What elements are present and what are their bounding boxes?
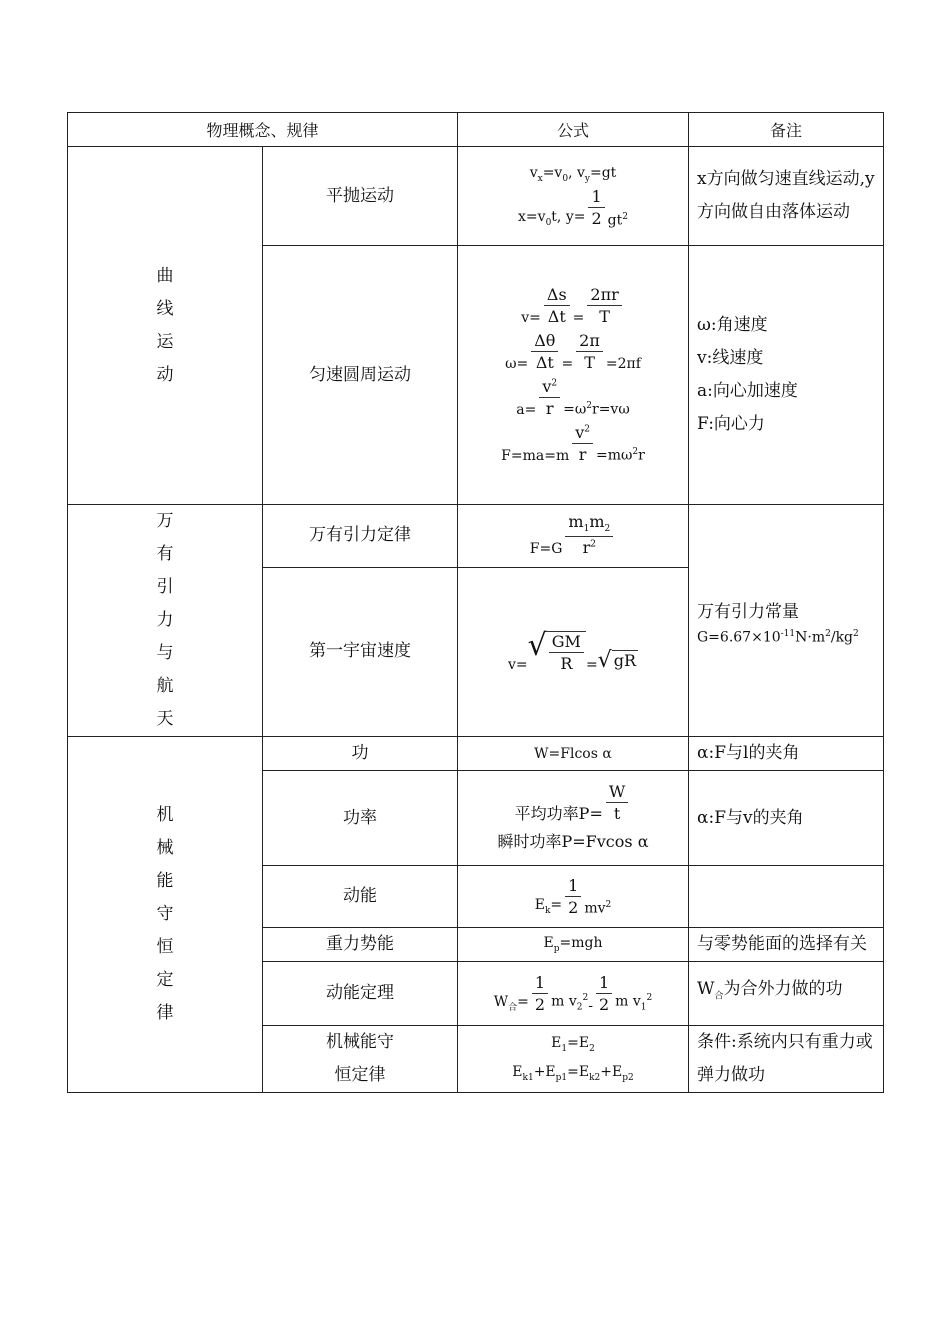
formula-first-cosmic-velocity <box>458 567 689 736</box>
formula-energy-conservation <box>458 1026 689 1093</box>
note-work: α:F与l的夹角 <box>689 737 884 771</box>
concept-kinetic-energy: 动能 <box>263 866 458 928</box>
note-power: α:F与v的夹角 <box>689 771 884 866</box>
formula-line: F=G $\frac{m_1m_2}{r^2}$ <box>530 514 616 556</box>
header-formula: 公式 <box>458 113 689 147</box>
formula-line: $x=v_0t$, y= $\frac{1}{2}$ $gt^2$ <box>518 187 628 229</box>
concept-work: 功 <box>263 737 458 771</box>
formula-line: a= $\frac{v^2}{r}$ $=\omega^2r=v\omega$ <box>516 377 630 418</box>
formula-line: $E_k=$ $\frac{1}{2}$ $mv^2$ <box>534 875 612 917</box>
formula-gravitational-potential: $E_p=mgh$ <box>458 928 689 962</box>
formula-work: W=Flcos α <box>458 737 689 771</box>
formula-line: v= √ $\frac{GM}{R}$ = √ gR <box>508 627 636 673</box>
gravity-constant: $G=6.67\times 10^{-11}N\cdot m^2/kg^2$ <box>697 628 859 646</box>
note-line: F:向心力 <box>697 414 765 434</box>
note-projectile: x方向做匀速直线运动,y方向做自由落体运动 <box>689 147 884 246</box>
concept-projectile: 平抛运动 <box>263 147 458 246</box>
formula-line: v= $\frac{\Delta s}{\Delta t}$ = $\frac{2\pi r}{T}$ <box>521 287 624 325</box>
formula-line: F=ma=m $\frac{v^2}{r}$ $=m\omega^2r$ <box>501 423 645 464</box>
formula-line: $W_合=$ $\frac{1}{2}$ m $v_2^2$ - $\frac{1}{2}$ m $v_1^2$ <box>493 972 653 1014</box>
note-energy-conservation: 条件:系统内只有重力或弹力做功 <box>689 1026 884 1093</box>
section-title-curve: 曲线运动 <box>68 147 263 505</box>
header-concept: 物理概念、规律 <box>68 113 458 147</box>
note-work-energy-theorem: $W_合$为合外力做的功 <box>689 962 884 1026</box>
concept-power: 功率 <box>263 771 458 866</box>
formula-power <box>458 771 689 866</box>
concept-gravitation-law: 万有引力定律 <box>263 505 458 568</box>
concept-first-cosmic-velocity: 第一宇宙速度 <box>263 567 458 736</box>
concept-gravitational-potential: 重力势能 <box>263 928 458 962</box>
note-gravity: 万有引力常量 $G=6.67\times 10^{-11}N\cdot m^2/kg^2$ <box>689 505 884 737</box>
formula-line: 平均功率P= $\frac{W}{t}$ <box>515 784 632 822</box>
note-line: a:向心加速度 <box>697 381 798 401</box>
concept-energy-conservation: 机械能守 恒定律 <box>263 1026 458 1093</box>
formula-line: $E_{k1}+E_{p1}=E_{k2}+E_{p2}$ <box>512 1064 634 1083</box>
formula-kinetic-energy <box>458 866 689 928</box>
concept-work-energy-theorem: 动能定理 <box>263 962 458 1026</box>
formula-projectile <box>458 147 689 246</box>
header-note: 备注 <box>689 113 884 147</box>
table-header-row <box>68 113 884 147</box>
note-line: v:线速度 <box>697 348 764 368</box>
concept-circular: 匀速圆周运动 <box>263 246 458 505</box>
formula-line: $E_1=E_2$ <box>551 1035 595 1054</box>
note-line: ω:角速度 <box>697 315 768 335</box>
formula-line: $v_x=v_0$, $v_y=gt$ <box>529 164 617 184</box>
table-row <box>68 505 884 568</box>
section-title-energy: 机械能守恒定律 <box>68 737 263 1093</box>
formula-line: ω= $\frac{\Delta\theta}{\Delta t}$ = $\frac{2\pi}{T}$ =2πf <box>505 331 641 372</box>
note-kinetic-energy <box>689 866 884 928</box>
formula-gravitation-law <box>458 505 689 568</box>
table-row <box>68 737 884 771</box>
section-title-gravity: 万有引力与航天 <box>68 505 263 737</box>
formula-work-energy-theorem <box>458 962 689 1026</box>
physics-formula-table <box>67 112 884 1093</box>
note-gravitational-potential: 与零势能面的选择有关 <box>689 928 884 962</box>
formula-line: 瞬时功率P=Fvcos α <box>497 832 649 851</box>
note-circular <box>689 246 884 505</box>
table-row <box>68 147 884 246</box>
formula-circular <box>458 246 689 505</box>
